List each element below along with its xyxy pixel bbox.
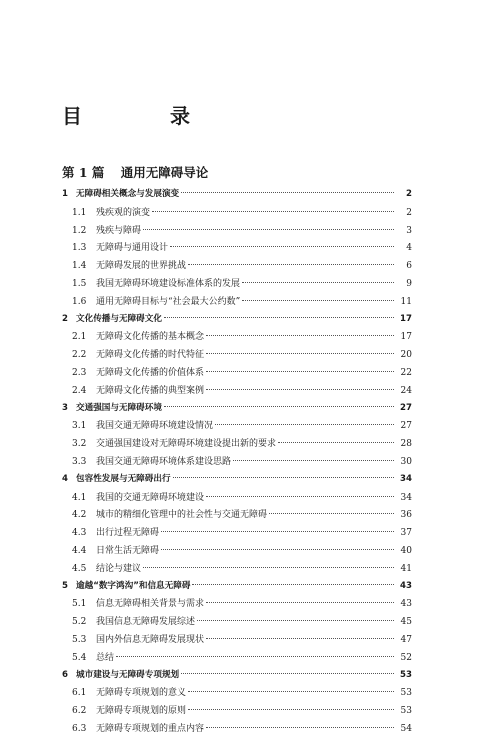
toc-entry-number: 1.2 <box>72 225 87 236</box>
toc-entry-title: 无障碍文化传播的基本概念 <box>96 332 205 343</box>
toc-entry-title: 我国无障碍环境建设标准体系的发展 <box>96 278 241 289</box>
toc-entry-number: 3 <box>62 402 68 413</box>
toc-leader-dots <box>161 531 394 532</box>
toc-entry-page: 17 <box>400 332 412 343</box>
toc-entry-title: 城市建设与无障碍专项规划 <box>76 669 180 680</box>
toc-entry-title: 无障碍专项规划的意义 <box>96 688 187 699</box>
toc-entry-title: 国内外信息无障碍发展现状 <box>96 634 205 645</box>
toc-leader-dots <box>206 389 394 390</box>
toc-section-entry[interactable] <box>62 490 412 508</box>
toc-chapter-entry[interactable] <box>62 472 412 490</box>
toc-entry-number: 2.4 <box>72 385 87 396</box>
toc-entry-title: 残疾观的演变 <box>96 207 151 218</box>
toc-leader-dots <box>181 673 394 674</box>
toc-entry-number: 1.6 <box>72 296 87 307</box>
toc-leader-dots <box>164 406 394 407</box>
toc-entry-page: 34 <box>400 492 412 503</box>
toc-entry-number: 3.3 <box>72 456 87 467</box>
toc-entry-page: 45 <box>400 617 412 628</box>
toc-entry-number: 4.4 <box>72 545 87 556</box>
toc-section-entry[interactable] <box>62 685 412 703</box>
toc-section-entry[interactable] <box>62 205 412 223</box>
part-label: 第 1 篇 <box>62 165 105 180</box>
toc-entry-page: 30 <box>400 456 412 467</box>
toc-entry-page: 9 <box>406 278 412 289</box>
part-title: 通用无障碍导论 <box>120 165 209 180</box>
toc-section-entry[interactable] <box>62 329 412 347</box>
toc-chapter-entry[interactable] <box>62 401 412 419</box>
toc-entry-page: 52 <box>400 652 412 663</box>
toc-entry-title: 结论与建议 <box>96 563 142 574</box>
toc-section-entry[interactable] <box>62 721 412 739</box>
toc-entry-page: 11 <box>400 296 412 307</box>
toc-leader-dots <box>242 282 394 283</box>
toc-entry-page: 2 <box>406 207 412 218</box>
toc-leader-dots <box>116 656 394 657</box>
toc-entry-number: 6.1 <box>72 688 87 699</box>
toc-entry-number: 6.3 <box>72 723 87 734</box>
toc-leader-dots <box>173 477 394 478</box>
toc-entry-page: 53 <box>400 688 412 699</box>
toc-entry-page: 28 <box>400 439 412 450</box>
toc-leader-dots <box>206 602 394 603</box>
toc-entry-page: 24 <box>400 385 412 396</box>
toc-entry-page: 47 <box>400 634 412 645</box>
toc-leader-dots <box>188 691 394 692</box>
toc-section-entry[interactable] <box>62 543 412 561</box>
toc-entry-number: 6.2 <box>72 706 87 717</box>
toc-leader-dots <box>206 727 394 728</box>
toc-section-entry[interactable] <box>62 223 412 241</box>
toc-entry-number: 5.3 <box>72 634 87 645</box>
toc-leader-dots <box>233 460 394 461</box>
toc-entry-number: 4.5 <box>72 563 87 574</box>
toc-entry-title: 逾越“数字鸿沟”和信息无障碍 <box>76 580 191 591</box>
toc-entry-number: 3.2 <box>72 439 87 450</box>
toc-entry-page: 17 <box>400 313 412 324</box>
toc-entry-title: 无障碍文化传播的典型案例 <box>96 385 205 396</box>
toc-section-entry[interactable] <box>62 436 412 454</box>
toc-entry-number: 2.2 <box>72 350 87 361</box>
toc-entry-page: 53 <box>400 706 412 717</box>
toc-section-entry[interactable] <box>62 347 412 365</box>
toc-section-entry[interactable] <box>62 632 412 650</box>
toc-entry-title: 总结 <box>96 652 115 663</box>
toc-entry-page: 41 <box>400 563 412 574</box>
toc-entry-number: 5 <box>62 580 68 591</box>
part-heading <box>62 163 208 181</box>
toc-entry-title: 无障碍发展的世界挑战 <box>96 261 187 272</box>
toc-chapter-entry[interactable] <box>62 312 412 330</box>
toc-entry-title: 交通强国建设对无障碍环境建设提出新的要求 <box>96 439 277 450</box>
toc-section-entry[interactable] <box>62 703 412 721</box>
toc-chapter-entry[interactable] <box>62 668 412 686</box>
toc-entry-page: 27 <box>400 402 412 413</box>
toc-entry-page: 4 <box>406 243 412 254</box>
toc-entry-number: 4.2 <box>72 510 87 521</box>
toc-entry-title: 无障碍文化传播的价值体系 <box>96 367 205 378</box>
toc-leader-dots <box>206 496 394 497</box>
toc-entry-title: 无障碍专项规划的原则 <box>96 706 187 717</box>
toc-entry-title: 无障碍与通用设计 <box>96 243 169 254</box>
toc-section-entry[interactable] <box>62 596 412 614</box>
toc-section-entry[interactable] <box>62 258 412 276</box>
toc-entry-title: 我国的交通无障碍环境建设 <box>96 492 205 503</box>
toc-leader-dots <box>164 317 394 318</box>
toc-entry-number: 4 <box>62 473 68 484</box>
toc-section-entry[interactable] <box>62 525 412 543</box>
toc-entry-title: 我国交通无障碍环境体系建设思路 <box>96 456 232 467</box>
toc-section-entry[interactable] <box>62 294 412 312</box>
toc-leader-dots <box>170 246 394 247</box>
toc-entry-number: 3.1 <box>72 421 87 432</box>
toc-entry-number: 5.1 <box>72 599 87 610</box>
toc-entry-page: 54 <box>400 723 412 734</box>
toc-leader-dots <box>143 567 394 568</box>
toc-entry-number: 2.3 <box>72 367 87 378</box>
toc-entry-title: 残疾与障碍 <box>96 225 142 236</box>
toc-entry-title: 通用无障碍目标与“社会最大公约数” <box>96 296 241 307</box>
toc-entry-page: 27 <box>400 421 412 432</box>
toc-entry-number: 4.1 <box>72 492 87 503</box>
toc-entry-number: 6 <box>62 669 68 680</box>
toc-leader-dots <box>269 513 394 514</box>
toc-entry-page: 2 <box>406 189 412 199</box>
toc-entry-title: 无障碍文化传播的时代特征 <box>96 350 205 361</box>
toc-entry-title: 我国信息无障碍发展综述 <box>96 617 196 628</box>
toc-entry-number: 1 <box>62 189 68 199</box>
toc-entry-number: 5.2 <box>72 617 87 628</box>
toc-entry-title: 出行过程无障碍 <box>96 528 160 539</box>
toc-entry-number: 1.4 <box>72 261 87 272</box>
toc-entry-title: 包容性发展与无障碍出行 <box>76 473 171 484</box>
toc-leader-dots <box>181 192 394 193</box>
toc-entry-page: 22 <box>400 367 412 378</box>
toc-leader-dots <box>192 584 394 585</box>
toc-entry-number: 4.3 <box>72 528 87 539</box>
toc-entry-number: 5.4 <box>72 652 87 663</box>
toc-chapter-entry[interactable] <box>62 579 412 597</box>
toc-leader-dots <box>242 300 394 301</box>
toc-entry-page: 43 <box>400 599 412 610</box>
toc-entry-title: 交通强国与无障碍环境 <box>76 402 162 413</box>
toc-entry-page: 40 <box>400 545 412 556</box>
toc-entry-page: 3 <box>406 225 412 236</box>
toc-entry-number: 1.3 <box>72 243 87 254</box>
toc-chapter-entry[interactable] <box>62 187 412 205</box>
toc-entry-page: 36 <box>400 510 412 521</box>
toc-entry-page: 34 <box>400 473 412 484</box>
toc-section-entry[interactable] <box>62 383 412 401</box>
toc-leader-dots <box>188 709 394 710</box>
toc-leader-dots <box>206 353 394 354</box>
table-of-contents <box>62 187 412 739</box>
toc-leader-dots <box>278 442 394 443</box>
page-title: 目 录 <box>62 104 224 128</box>
toc-leader-dots <box>143 229 394 230</box>
toc-section-entry[interactable] <box>62 418 412 436</box>
toc-section-entry[interactable] <box>62 240 412 258</box>
toc-entry-number: 1.1 <box>72 207 87 218</box>
toc-leader-dots <box>215 424 394 425</box>
toc-entry-number: 1.5 <box>72 278 87 289</box>
toc-entry-title: 无障碍相关概念与发展演变 <box>76 189 180 199</box>
toc-leader-dots <box>161 549 394 550</box>
toc-section-entry[interactable] <box>62 650 412 668</box>
toc-entry-page: 53 <box>400 669 412 680</box>
toc-entry-title: 日常生活无障碍 <box>96 545 160 556</box>
toc-entry-title: 城市的精细化管理中的社会性与交通无障碍 <box>96 510 268 521</box>
toc-entry-page: 6 <box>406 261 412 272</box>
toc-entry-title: 无障碍专项规划的重点内容 <box>96 723 205 734</box>
toc-entry-page: 20 <box>400 350 412 361</box>
toc-section-entry[interactable] <box>62 614 412 632</box>
toc-entry-number: 2.1 <box>72 332 87 343</box>
toc-section-entry[interactable] <box>62 561 412 579</box>
toc-section-entry[interactable] <box>62 365 412 383</box>
toc-entry-title: 文化传播与无障碍文化 <box>76 313 162 324</box>
toc-entry-page: 37 <box>400 528 412 539</box>
toc-leader-dots <box>206 371 394 372</box>
toc-leader-dots <box>188 264 394 265</box>
toc-leader-dots <box>152 211 394 212</box>
toc-entry-title: 我国交通无障碍环境建设情况 <box>96 421 214 432</box>
toc-entry-title: 信息无障碍相关背景与需求 <box>96 599 205 610</box>
toc-leader-dots <box>206 335 394 336</box>
toc-section-entry[interactable] <box>62 507 412 525</box>
toc-entry-number: 2 <box>62 313 68 324</box>
toc-section-entry[interactable] <box>62 454 412 472</box>
toc-entry-page: 43 <box>400 580 412 591</box>
toc-leader-dots <box>197 620 394 621</box>
toc-section-entry[interactable] <box>62 276 412 294</box>
toc-leader-dots <box>206 638 394 639</box>
